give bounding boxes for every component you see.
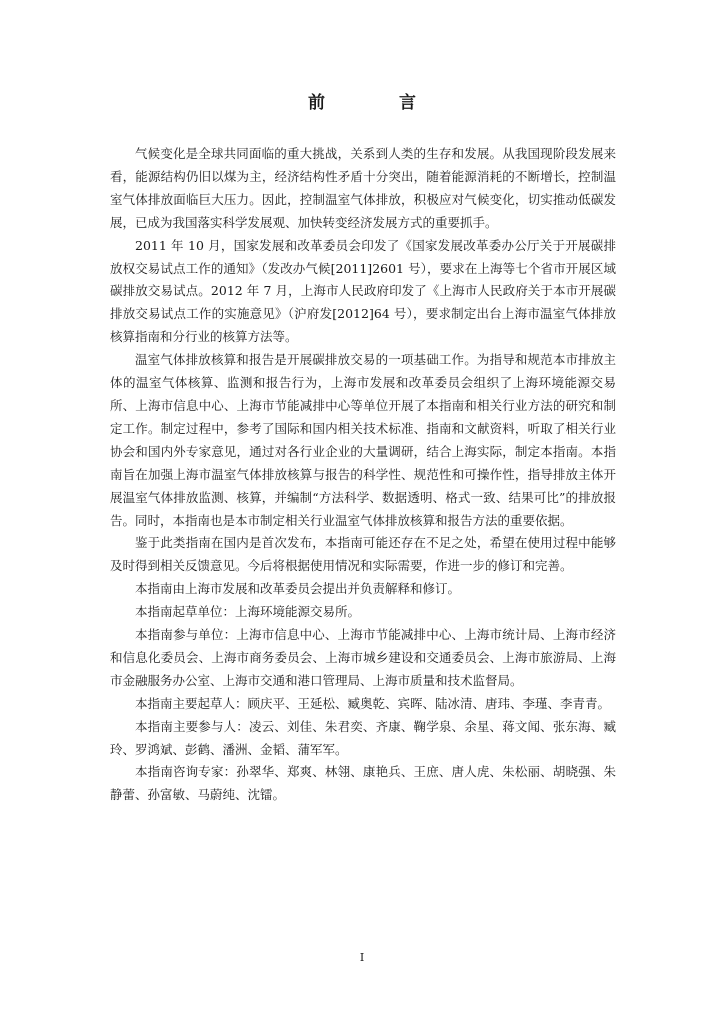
page-number: I	[359, 951, 365, 964]
paragraph: 本指南咨询专家：孙翠华、郑爽、林翎、康艳兵、王庶、唐人虎、朱松丽、胡晓强、朱静蕾、孙富敏、马蔚纯、沈镭。	[110, 764, 616, 803]
paragraph: 本指南主要起草人：顾庆平、王延松、臧奥乾、宾晖、陆冰清、唐玮、李瑾、李青青。	[135, 695, 611, 711]
paragraph: 鉴于此类指南在国内是首次发布，本指南可能还存在不足之处，希望在使用过程中能够及时得到相关反馈意见。今后将根据使用情况和实际需要，作进一步的修订和完善。	[110, 535, 616, 574]
body-text	[110, 143, 616, 807]
paragraph: 本指南起草单位：上海环境能源交易所。	[135, 604, 361, 620]
paragraph: 气候变化是全球共同面临的重大挑战，关系到人类的生存和发展。从我国现阶段发展来看，能源结构仍旧以煤为主，经济结构性矛盾十分突出，随着能源消耗的不断增长，控制温室气体排放面临巨大压力。因此，控制温室气体排放，积极应对气候变化，切实推动低碳发展，已成为我国落实科学发展观、加快转变经济发展方式的重要抓手。	[110, 146, 616, 230]
paragraph: 本指南主要参与人：凌云、刘佳、朱君奕、齐康、鞠学泉、余星、蒋文闻、张东海、臧玲、罗鸿斌、彭鹤、潘洲、金韬、蒲军军。	[110, 718, 616, 757]
paragraph: 本指南参与单位：上海市信息中心、上海市节能减排中心、上海市统计局、上海市经济和信息化委员会、上海市商务委员会、上海市城乡建设和交通委员会、上海市旅游局、上海市金融服务办公室、上海市交通和港口管理局、上海市质量和技术监督局。	[110, 627, 616, 688]
paragraph: 2011 年 10 月，国家发展和改革委员会印发了《国家发展改革委办公厅关于开展碳排放权交易试点工作的通知》（发改办气候[2011]2601 号），要求在上海等七个省市开展区域碳排放交易试点。2012 年 7 月，上海市人民政府印发了《上海市人民政府关于本市开展碳排放交易试点工作的实施意见》（沪府发[2012]64 号），要求制定出台上海市温室气体排放核算指南和分行业的核算方法等。	[110, 237, 616, 345]
page-title: 前 言	[308, 93, 450, 113]
paragraph: 温室气体排放核算和报告是开展碳排放交易的一项基础工作。为指导和规范本市排放主体的温室气体核算、监测和报告行为，上海市发展和改革委员会组织了上海环境能源交易所、上海市信息中心、上海市节能减排中心等单位开展了本指南和相关行业方法的研究和制定工作。制定过程中，参考了国际和国内相关技术标准、指南和文献资料，听取了相关行业协会和国内外专家意见，通过对各行业企业的大量调研，结合上海实际，制定本指南。本指南旨在加强上海市温室气体排放核算与报告的科学性、规范性和可操作性，指导排放主体开展温室气体排放监测、核算，并编制“方法科学、数据透明、格式一致、结果可比”的排放报告。同时，本指南也是本市制定相关行业温室气体排放核算和报告方法的重要依据。	[110, 352, 616, 528]
paragraph: 本指南由上海市发展和改革委员会提出并负责解释和修订。	[135, 581, 461, 597]
